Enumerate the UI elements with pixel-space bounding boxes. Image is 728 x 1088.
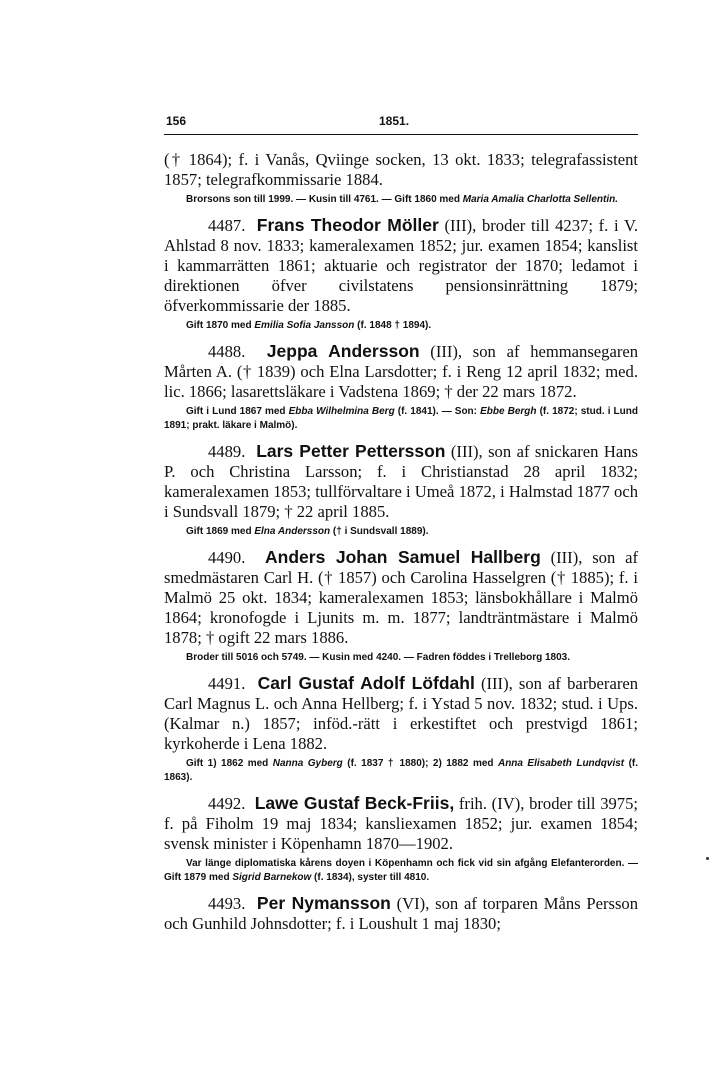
entry-number: 4487. <box>208 216 246 235</box>
entry-note-4488: Gift i Lund 1867 med Ebba Wilhelmina Berg (f. 1841). — Son: Ebbe Bergh (f. 1872; stud. i Lund 1891; prakt. läkare i Malmö). <box>164 406 638 431</box>
entry-4493 <box>164 893 638 934</box>
entry-4487 <box>164 215 638 316</box>
entry-name: Lawe Gustaf Beck-Friis, <box>254 793 455 813</box>
entry-number: 4492. <box>208 794 246 813</box>
entry-number: 4489. <box>208 442 246 461</box>
entry-note-4489: Gift 1869 med Elna Andersson († i Sundsvall 1889). <box>186 526 429 537</box>
book-page <box>164 104 639 933</box>
entry-name: Anders Johan Samuel Hallberg <box>265 547 541 567</box>
entry-name: Per Nymansson <box>256 893 391 913</box>
entry-note-4491: Gift 1) 1862 med Nanna Gyberg (f. 1837 † 1880); 2) 1882 med Anna Elisabeth Lundqvist (f. 1863). <box>164 758 639 783</box>
entry-name: Frans Theodor Möller <box>256 215 439 235</box>
entry-4491 <box>164 673 638 754</box>
entry-text: (III), son af barberaren Carl Magnus L. och Anna Hellberg; f. i Ystad 5 nov. 1832; stud. i Ups. (Kalmar n.) 1857; inföd.-rätt i erkestiftet och prestvigd 1861; kyrkoherde i Lena 1882. <box>164 674 639 753</box>
entry-4489 <box>164 441 638 522</box>
scan-speck <box>706 857 709 860</box>
entry-note-4492: Var länge diplomatiska kårens doyen i Köpenhamn och fick vid sin afgång Elefanterorden. — Gift 1879 med Sigrid Barnekow (f. 1834), syster till 4810. <box>164 858 638 883</box>
entry-text: (III), son af snickaren Hans P. och Christina Larsson; f. i Christianstad 28 april 1832; kameralexamen 1853; tullförvaltare i Umeå 1872, i Halmstad 1877 och i Sundsvall 1879; † 22 april 1885. <box>164 442 638 521</box>
continued-entry-text: († 1864); f. i Vanås, Qviinge socken, 13 okt. 1833; telegrafassistent 1857; telegrafkommissarie 1884. <box>164 150 638 189</box>
entry-note-4490: Broder till 5016 och 5749. — Kusin med 4240. — Fadren föddes i Trelleborg 1803. <box>186 652 571 663</box>
page-number: 156 <box>166 114 187 128</box>
entry-note-4487: Gift 1870 med Emilia Sofia Jansson (f. 1848 † 1894). <box>186 320 432 331</box>
header-rule <box>164 134 638 135</box>
page-body <box>164 150 638 934</box>
entry-4490 <box>164 547 638 648</box>
entry-text: frih. (IV), broder till 3975; f. på Fiholm 19 maj 1834; kansliexamen 1852; jur. examen 1854; svensk minister i Köpenhamn 1870—1902. <box>164 794 638 853</box>
entry-4492 <box>164 793 638 854</box>
continued-entry-note: Brorsons son till 1999. — Kusin till 4761. — Gift 1860 med Maria Amalia Charlotta Sellentin. <box>186 194 618 205</box>
entry-text: (VI), son af torparen Måns Persson och Gunhild Johnsdotter; f. i Loushult 1 maj 1830; <box>164 894 639 933</box>
entry-number: 4488. <box>208 342 246 361</box>
entry-number: 4491. <box>208 674 246 693</box>
entry-text: (III), son af smedmästaren Carl H. († 1857) och Carolina Hasselgren († 1885); f. i Malmö 25 okt. 1834; kameralexamen 1853; länsbokhållare i Malmö 1864; kronofogde i Ljunits m. m. 1877; landträntmästare i Malmö 1878; † ogift 22 mars 1886. <box>164 548 638 647</box>
entry-text: (III), son af hemmansegaren Mårten A. († 1839) och Elna Larsdotter; f. i Reng 12 april 1832; med. lic. 1866; lasarettsläkare i Vadstena 1869; † der 22 mars 1872. <box>164 342 639 401</box>
running-head-year: 1851. <box>379 114 410 128</box>
entry-name: Lars Petter Pettersson <box>256 441 446 461</box>
entry-name: Carl Gustaf Adolf Löfdahl <box>257 673 475 693</box>
entry-number: 4493. <box>208 894 246 913</box>
entry-text: (III), broder till 4237; f. i V. Ahlstad 8 nov. 1833; kameralexamen 1852; jur. examen 1854; kanslist i kammarrätten 1861; aktuarie och registrator der 1870; ledamot i direktionen öfver civilstatens pensionsinrättning 1879; öfverkommissarie der 1885. <box>164 216 639 315</box>
entry-4488 <box>164 341 638 402</box>
page-header <box>164 104 638 126</box>
entry-number: 4490. <box>208 548 246 567</box>
entry-name: Jeppa Andersson <box>266 341 420 361</box>
